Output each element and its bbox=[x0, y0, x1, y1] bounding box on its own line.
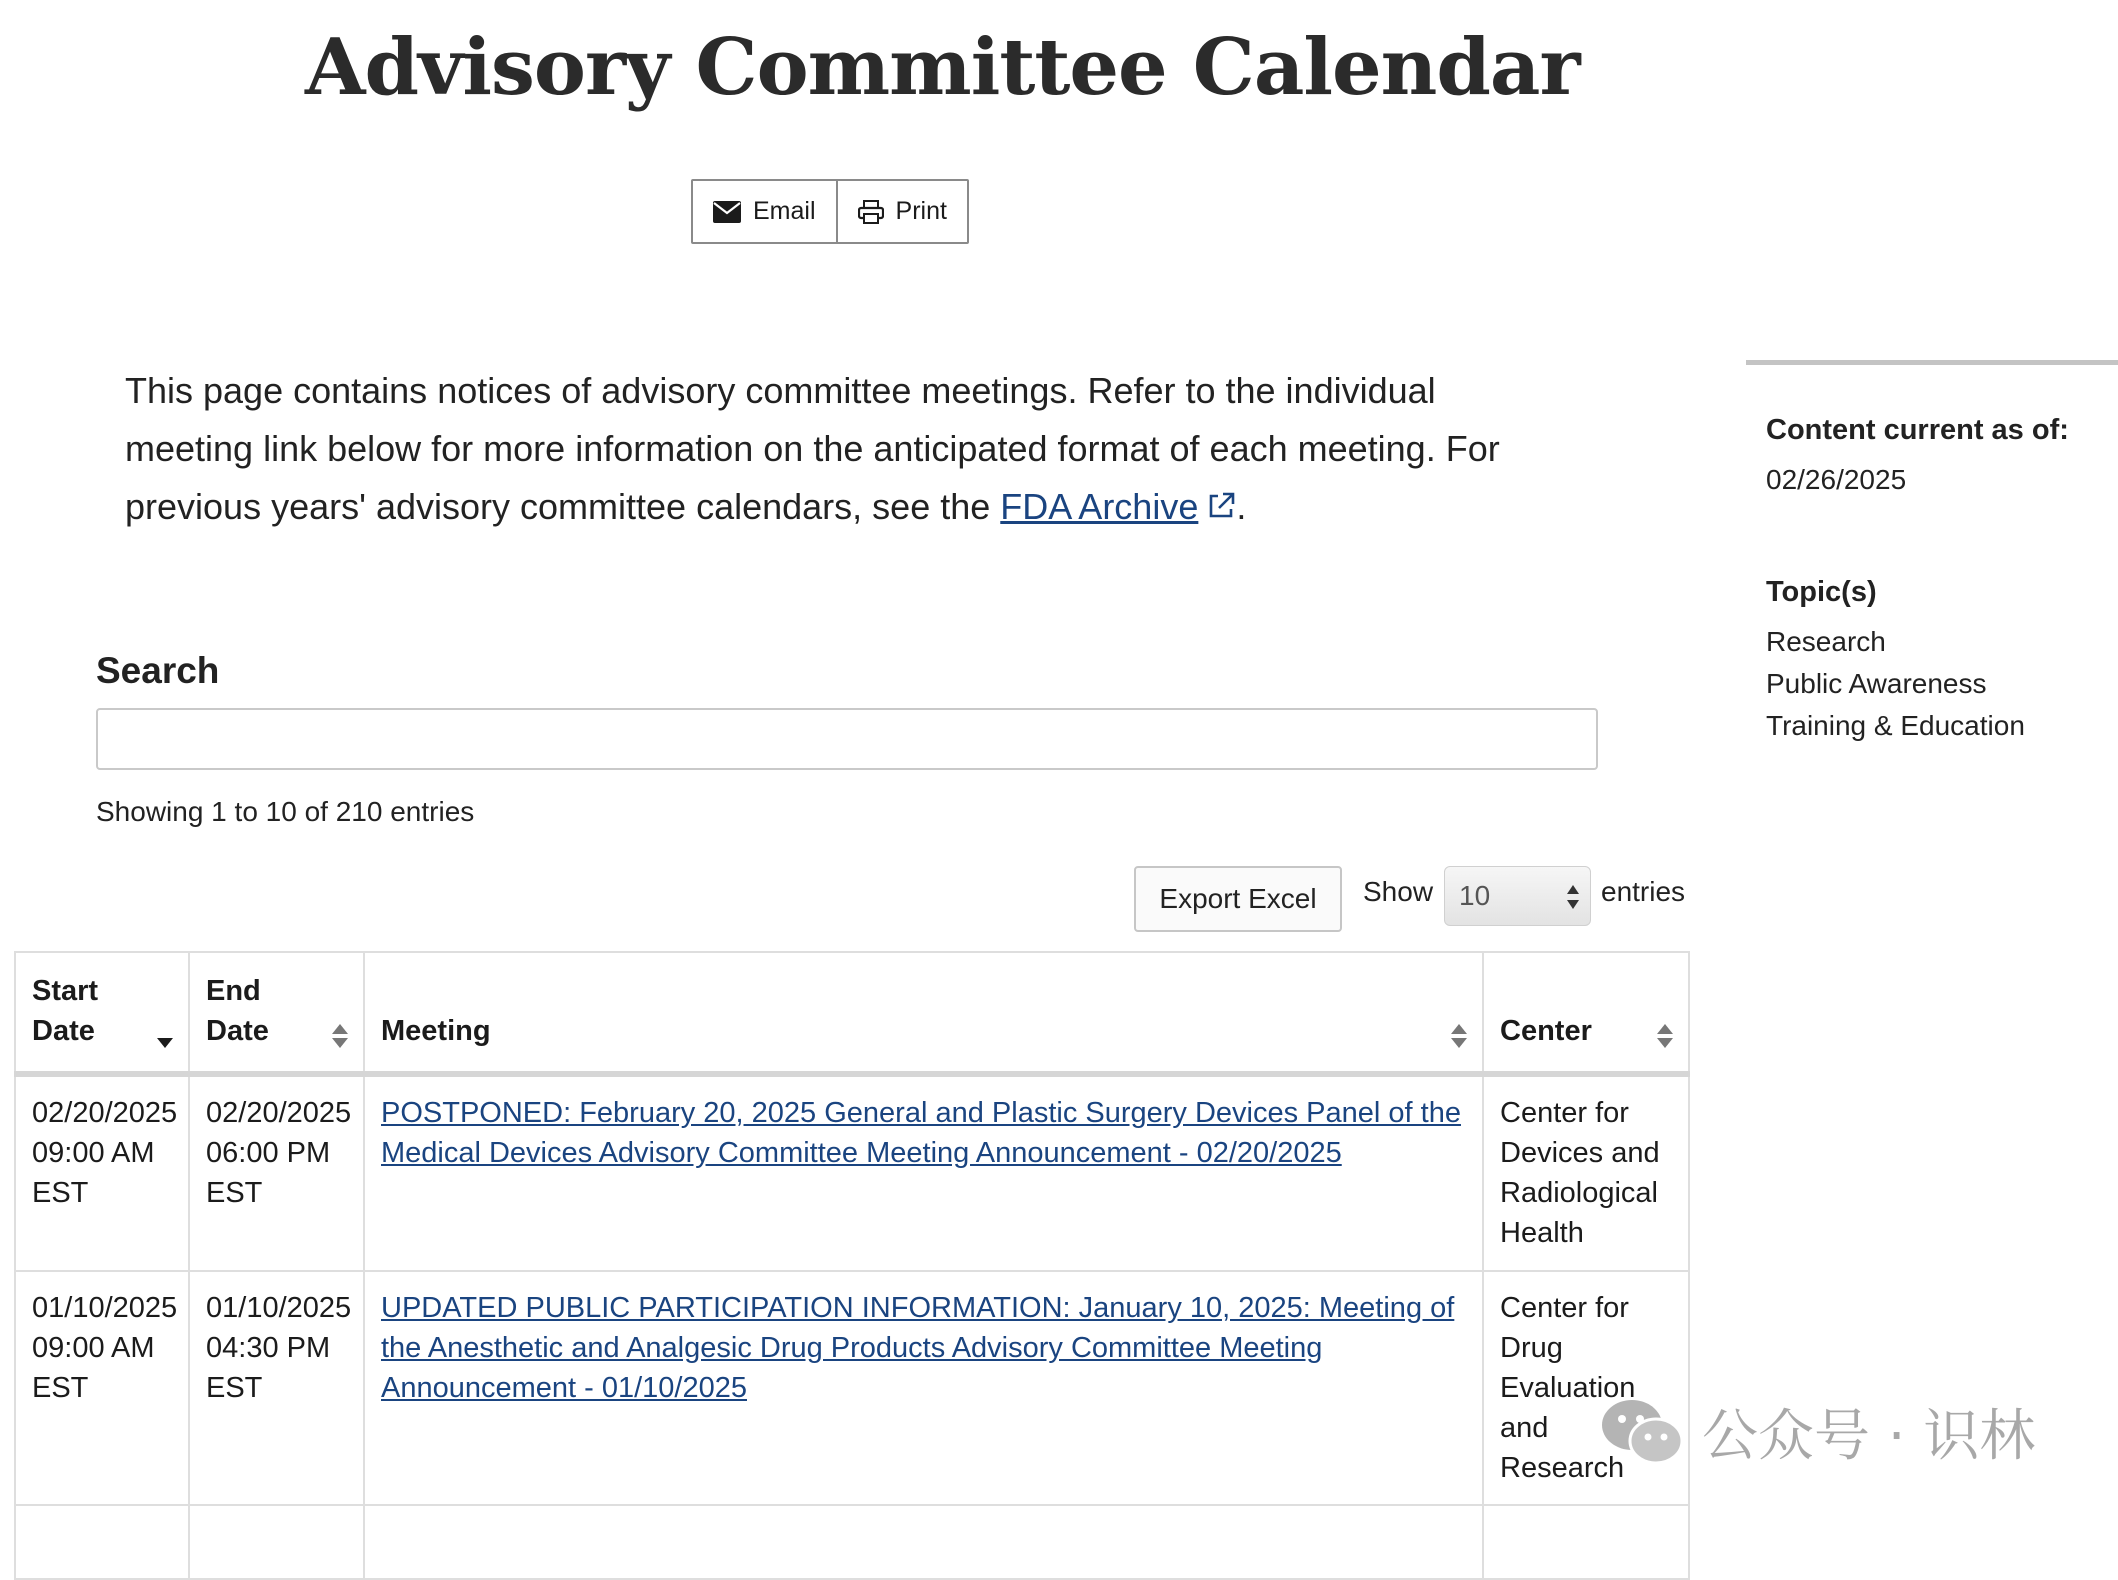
intro-period: . bbox=[1236, 486, 1247, 527]
fda-archive-link[interactable] bbox=[1000, 486, 1198, 527]
column-header-end-date[interactable] bbox=[189, 952, 364, 1074]
intro-paragraph bbox=[125, 362, 1525, 536]
email-button[interactable] bbox=[693, 181, 836, 242]
column-header-label: End Date bbox=[206, 975, 269, 1047]
end-date-cell: 02/20/2025 06:00 PM EST bbox=[189, 1074, 364, 1271]
fda-archive-link-label: FDA Archive bbox=[1000, 486, 1199, 527]
entries-label: entries bbox=[1601, 876, 1686, 907]
column-header-center[interactable] bbox=[1483, 952, 1689, 1074]
search-input[interactable] bbox=[96, 708, 1598, 770]
table-row bbox=[15, 1074, 1689, 1271]
sort-both-icon bbox=[1656, 1023, 1674, 1049]
wechat-icon bbox=[1600, 1397, 1684, 1467]
search-label: Search bbox=[96, 650, 220, 691]
column-header-meeting[interactable] bbox=[364, 952, 1483, 1074]
meeting-cell bbox=[364, 1271, 1483, 1505]
print-button[interactable] bbox=[836, 181, 967, 242]
table-row bbox=[15, 1271, 1689, 1505]
sort-both-icon bbox=[331, 1023, 349, 1049]
table-header-row bbox=[15, 952, 1689, 1074]
content-current-date: 02/26/2025 bbox=[1766, 464, 1907, 495]
table-row bbox=[15, 1505, 1689, 1579]
entries-summary: Showing 1 to 10 of 210 entries bbox=[96, 796, 475, 827]
column-header-start-date[interactable] bbox=[15, 952, 189, 1074]
print-button-label: Print bbox=[895, 197, 947, 225]
envelope-icon bbox=[713, 201, 741, 223]
printer-icon bbox=[858, 200, 884, 224]
watermark bbox=[1600, 1392, 2035, 1472]
sidebar-divider bbox=[1746, 360, 2118, 365]
topic-item: Training & Education bbox=[1766, 710, 2025, 741]
topic-item: Public Awareness bbox=[1766, 668, 1987, 699]
content-current-label: Content current as of: bbox=[1766, 414, 2069, 446]
topic-item: Research bbox=[1766, 626, 1886, 657]
page-size-select[interactable] bbox=[1444, 866, 1591, 926]
intro-text: This page contains notices of advisory committee meetings. Refer to the individual meeting link below for more information on the anticipated format of each meeting. For previous years' advisory committee calendars, see the bbox=[125, 370, 1500, 527]
meeting-link[interactable]: POSTPONED: February 20, 2025 General and Plastic Surgery Devices Panel of the Medical Devices Advisory Committee Meeting Announcement - 02/20/2025 bbox=[381, 1097, 1461, 1169]
end-date-cell: 01/10/2025 04:30 PM EST bbox=[189, 1271, 364, 1505]
column-header-label: Meeting bbox=[381, 1015, 491, 1047]
sort-both-icon bbox=[1450, 1023, 1468, 1049]
meeting-link[interactable]: UPDATED PUBLIC PARTICIPATION INFORMATION: January 10, 2025: Meeting of the Anesthetic and Analgesic Drug Products Advisory Committee Meeting Announcement - 01/10/2025 bbox=[381, 1292, 1455, 1404]
topics-label: Topic(s) bbox=[1766, 576, 1877, 608]
column-header-label: Center bbox=[1500, 1015, 1592, 1047]
watermark-text: 公众号 · 识林 bbox=[1702, 1404, 2036, 1469]
start-date-cell: 02/20/2025 09:00 AM EST bbox=[15, 1074, 189, 1271]
external-link-icon bbox=[1206, 491, 1236, 521]
meetings-table bbox=[14, 951, 1690, 1580]
center-cell: Center for Devices and Radiological Health bbox=[1483, 1074, 1689, 1271]
start-date-cell: 01/10/2025 09:00 AM EST bbox=[15, 1271, 189, 1505]
page-title: Advisory Committee Calendar bbox=[305, 22, 1580, 113]
email-button-label: Email bbox=[753, 197, 816, 225]
export-excel-button[interactable]: Export Excel bbox=[1134, 866, 1342, 932]
page-size-value: 10 bbox=[1459, 880, 1491, 911]
sort-descending-icon bbox=[156, 1037, 174, 1049]
center-cell: Center for Drug Evaluation and Research bbox=[1483, 1271, 1689, 1505]
select-arrows-icon bbox=[1566, 883, 1580, 911]
show-label: Show bbox=[1363, 876, 1434, 907]
meeting-cell bbox=[364, 1074, 1483, 1271]
column-header-label: Start Date bbox=[32, 975, 99, 1047]
share-toolbar bbox=[691, 179, 969, 244]
